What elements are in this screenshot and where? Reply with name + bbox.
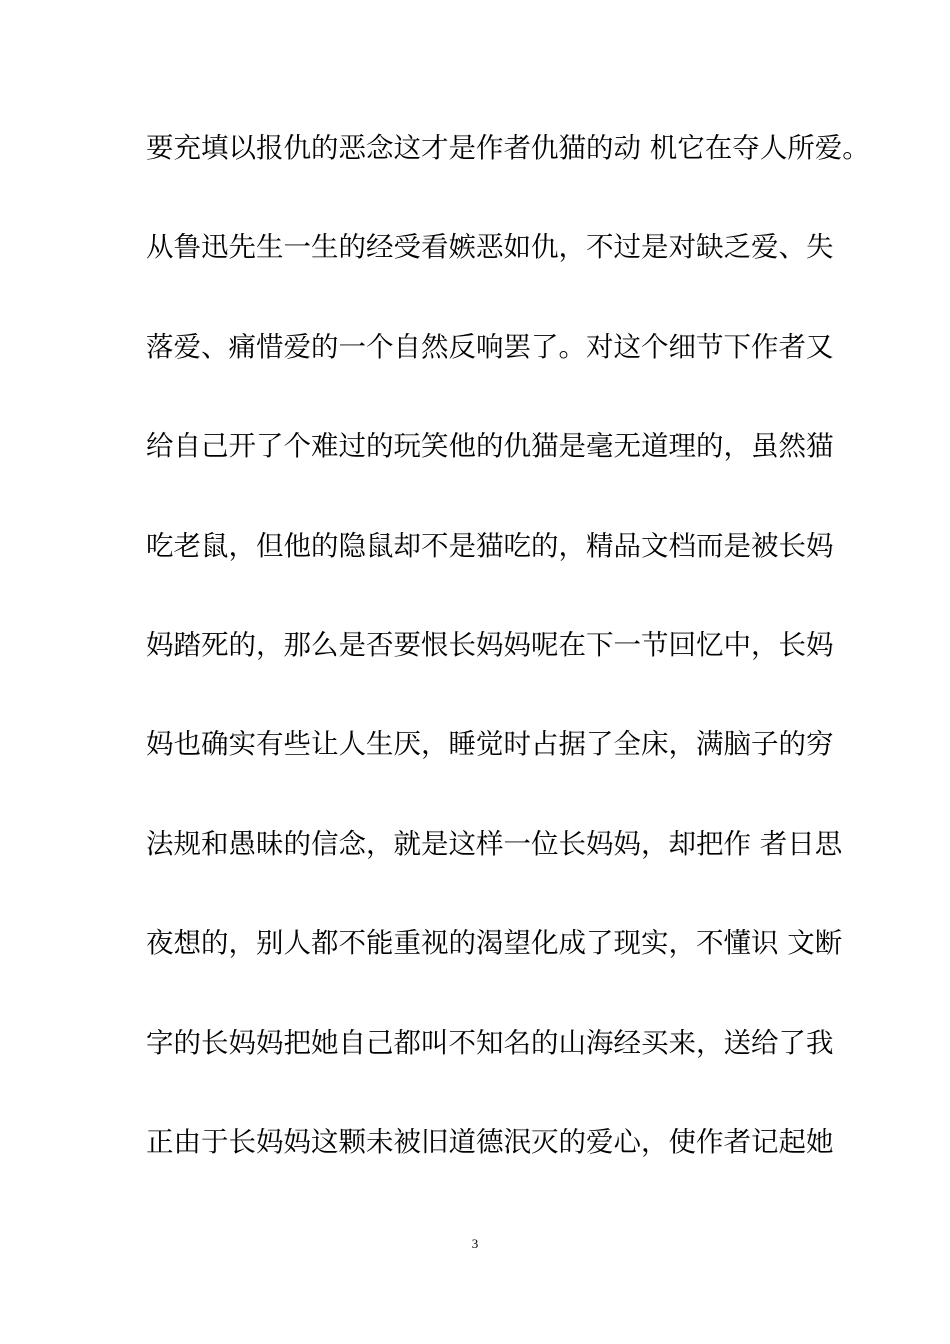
body-text bbox=[146, 128, 870, 1221]
text-line-1: 要充填以报仇的恶念这才是作者仇猫的动 机它在夺人所爱。 bbox=[146, 132, 870, 164]
text-line-7: 妈也确实有些让人生厌，睡觉时占据了全床，满脑子的穷 bbox=[146, 728, 834, 761]
text-line-4: 给自己开了个难过的玩笑他的仇猫是毫无道理的，虽然猫 bbox=[146, 430, 834, 463]
page-number: 3 bbox=[471, 1236, 479, 1251]
text-line-6: 妈踏死的，那么是否要恨长妈妈呢在下一节回忆中，长妈 bbox=[146, 628, 834, 661]
text-line-2: 从鲁迅先生一生的经受看嫉恶如仇，不过是对缺乏爱、失 bbox=[146, 231, 834, 264]
text-line-8: 法规和愚昧的信念，就是这样一位长妈妈，却把作 者日思 bbox=[146, 827, 843, 860]
text-line-5: 吃老鼠，但他的隐鼠却不是猫吃的，精品文档而是被长妈 bbox=[146, 529, 834, 562]
text-line-3: 落爱、痛惜爱的一个自然反响罢了。对这个细节下作者又 bbox=[146, 330, 834, 363]
text-line-10: 字的长妈妈把她自己都叫不知名的山海经买来，送给了我 bbox=[146, 1026, 834, 1059]
text-line-11: 正由于长妈妈这颗未被旧道德泯灭的爱心，使作者记起她 bbox=[146, 1125, 834, 1158]
text-line-9: 夜想的，别人都不能重视的渴望化成了现实，不懂识 文断 bbox=[146, 927, 843, 960]
